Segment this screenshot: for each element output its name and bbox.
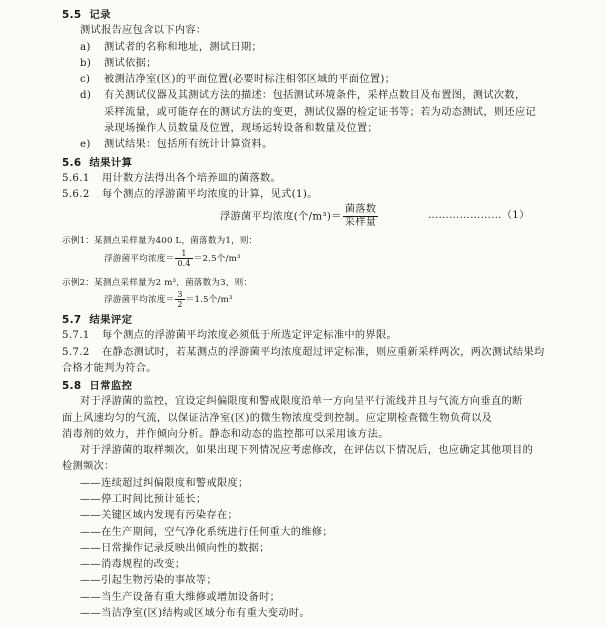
section-number: 5.5 — [62, 9, 82, 21]
paragraph-line: 对于浮游菌的取样频次，如果出现下列情况应考虑修改，在评估以下情况后，也应确定其他项目的 — [80, 445, 534, 457]
section-title: 结果计算 — [89, 156, 133, 169]
formula-1 — [220, 204, 379, 231]
clause-text: 用计数方法得出各个培养皿的菌落数。 — [102, 172, 282, 184]
section-title: 记录 — [89, 9, 111, 21]
formula-rhs: ＝2.5个/m³ — [193, 253, 241, 264]
formula-lhs: 浮游菌平均浓度(个/m³)＝ — [220, 211, 342, 222]
list-item: ——连续超过纠偏限度和警戒限度； — [80, 477, 249, 489]
list-label: d) — [80, 90, 92, 102]
list-item: ——消毒规程的改变； — [80, 559, 186, 571]
list-item: ——引起生物污染的事故等； — [80, 575, 217, 587]
paragraph-line: 对于浮游菌的监控，宜设定纠偏限度和警戒限度沿单一方向呈平行流线并且与气流方向垂直的断 — [80, 396, 523, 408]
formula-fraction — [343, 204, 379, 229]
clause-text: 在静态测试时，若某测点的浮游菌平均浓度超过评定标准，则应重新采样两次，两次测试结果均 — [102, 346, 545, 358]
clause-number: 5.7.2 — [62, 346, 90, 358]
list-item — [80, 90, 526, 102]
clause-text: 每个测点的浮游菌平均浓度的计算，见式(1)。 — [102, 189, 318, 201]
list-text: 被测洁净室(区)的平面位置(必要时标注相邻区域的平面位置)； — [104, 74, 396, 86]
formula-rhs: ＝1.5个/m³ — [185, 294, 233, 305]
section-heading-5-8 — [62, 380, 132, 392]
paragraph: 测试报告应包含以下内容： — [80, 25, 207, 37]
section-number: 5.7 — [62, 313, 82, 326]
clause-5-6-2 — [62, 189, 318, 201]
clause-continuation: 合格才能判为符合。 — [62, 362, 157, 374]
formula-fraction — [175, 249, 192, 268]
list-item: ——当洁净室(区)结构或区域分布有重大变动时。 — [80, 608, 310, 619]
section-title: 日常监控 — [89, 380, 133, 392]
list-item — [80, 74, 395, 86]
list-text: 有关测试仪器及其测试方法的描述：包括测试环境条件，采样点数目及布置图，测试次数， — [104, 90, 526, 102]
clause-number: 5.7.1 — [62, 330, 90, 342]
paragraph-line: 消毒剂的效力，并作倾向分析。静态和动态的监控都可以采用该方法。 — [62, 428, 389, 440]
formula-lhs: 浮游菌平均浓度＝ — [104, 253, 175, 264]
list-item: ——日常操作记录反映出倾向性的数据； — [80, 542, 270, 554]
list-label: b) — [80, 57, 92, 69]
clause-number: 5.6.2 — [62, 189, 90, 201]
list-item — [80, 139, 273, 151]
example-2: 示例2：某测点采样量为2 m³，菌落数为3，则： — [62, 277, 253, 288]
example-1: 示例1：某测点采样量为400 L，菌落数为1，则： — [62, 236, 258, 247]
list-label: e) — [80, 139, 91, 151]
list-label: a) — [80, 41, 91, 53]
formula-numerator: 1 — [175, 249, 192, 259]
equation-number: …………………（1） — [428, 209, 530, 221]
clause-5-6-1 — [62, 173, 281, 185]
clause-number: 5.6.1 — [62, 172, 90, 184]
list-item: ——在生产期间，空气净化系统进行任何重大的维修； — [80, 526, 333, 538]
section-heading-5-6 — [62, 157, 132, 169]
clause-5-7-2 — [62, 347, 545, 359]
list-item: ——当生产设备有重大维修或增加设备时； — [80, 591, 281, 603]
example-1-formula — [104, 248, 241, 270]
list-item: ——停工时间比预计延长； — [80, 494, 207, 505]
example-2-formula — [104, 289, 233, 311]
formula-numerator: 3 — [177, 289, 183, 299]
paragraph-line: 面上风速均匀的气流，以保证洁净室(区)的微生物浓度受到控制。应定期检查微生物负荷以及 — [62, 412, 493, 424]
section-title: 结果评定 — [89, 313, 133, 326]
paragraph-line: 检测频次： — [62, 461, 115, 473]
formula-denominator: 0.4 — [177, 258, 191, 268]
section-number: 5.8 — [62, 380, 82, 392]
section-heading-5-5 — [62, 9, 111, 21]
list-item-continuation: 录现场操作人员数量及位置，现场运转设备和数量及位置； — [104, 123, 378, 134]
list-text: 测试者的名称和地址，测试日期； — [104, 41, 263, 53]
list-item: ——关键区域内发现有污染存在； — [80, 510, 239, 522]
list-text: 测试结果：包括所有统计计算资料。 — [104, 139, 273, 151]
list-text: 测试依据； — [104, 57, 157, 69]
list-item-continuation: 采样流量，或可能存在的测试方法的变更，测试仪器的检定证书等；若为动态测试，则还应记 — [104, 106, 537, 118]
formula-lhs: 浮游菌平均浓度＝ — [104, 294, 175, 305]
formula-denominator: 采样量 — [344, 216, 377, 228]
formula-denominator: 2 — [177, 299, 183, 309]
list-item — [80, 42, 262, 54]
section-heading-5-7 — [62, 314, 132, 326]
formula-numerator: 菌落数 — [344, 203, 377, 215]
section-number: 5.6 — [62, 156, 82, 169]
clause-text: 每个测点的浮游菌平均浓度必须低于所选定评定标准中的界限。 — [102, 330, 398, 342]
list-label: c) — [80, 74, 91, 86]
clause-5-7-1 — [62, 330, 397, 342]
list-item — [80, 58, 157, 70]
formula-fraction — [175, 290, 184, 309]
